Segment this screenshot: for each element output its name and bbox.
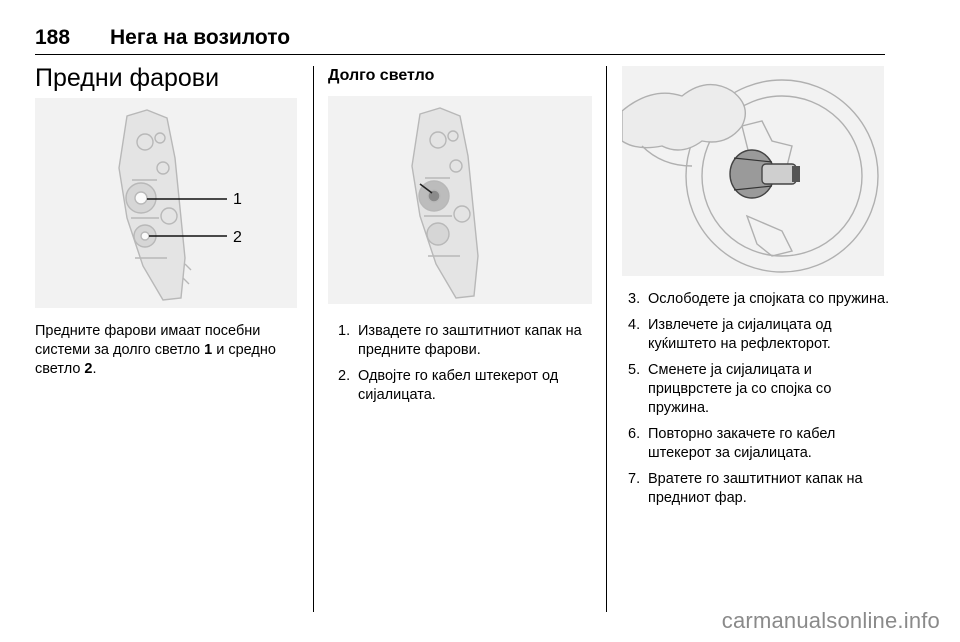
step-item: 1. Извадете го заштитниот капак на предните фарови.: [338, 323, 582, 358]
bulb-replacement-steps: [628, 290, 890, 515]
ref-high-beam: 1: [204, 342, 213, 358]
callout-1: 1: [233, 191, 242, 208]
headlight-description: Предните фарови имаат посебни системи за долго светло 1 и средно светло 2.: [35, 323, 276, 377]
headlight-figure: [35, 98, 297, 308]
watermark: carmanualsonline.info: [721, 608, 940, 633]
step-item: 7. Вратете го заштитниот капак на предниот фар.: [628, 471, 863, 506]
high-beam-steps: [338, 322, 596, 412]
step-item: 6. Повторно закачете го кабел штекерот за сијалицата.: [628, 426, 836, 461]
page-header: [35, 26, 885, 55]
high-beam-figure: [328, 96, 592, 304]
bulb-replacement-figure: [622, 66, 884, 276]
column-divider-left: [313, 66, 314, 612]
running-title: Нега на возилото: [110, 26, 291, 49]
callout-2: 2: [233, 229, 242, 246]
column-divider-right: [606, 66, 607, 612]
section-heading-high-beam: Долго светло: [328, 67, 435, 84]
page-number: 188: [35, 26, 71, 49]
step-item: 3. Ослободете ја спојката со пружина.: [628, 291, 890, 307]
ref-low-beam: 2: [84, 361, 93, 377]
step-item: 2. Одвојте го кабел штекерот од сијалицата.: [338, 368, 559, 403]
section-heading-headlights: Предни фарови: [35, 64, 220, 92]
step-item: 4. Извлечете ја сијалицата од куќиштето на рефлекторот.: [628, 317, 832, 352]
step-item: 5. Сменете ја сијалицата и прицврстете ја со спојка со пружина.: [628, 362, 832, 416]
